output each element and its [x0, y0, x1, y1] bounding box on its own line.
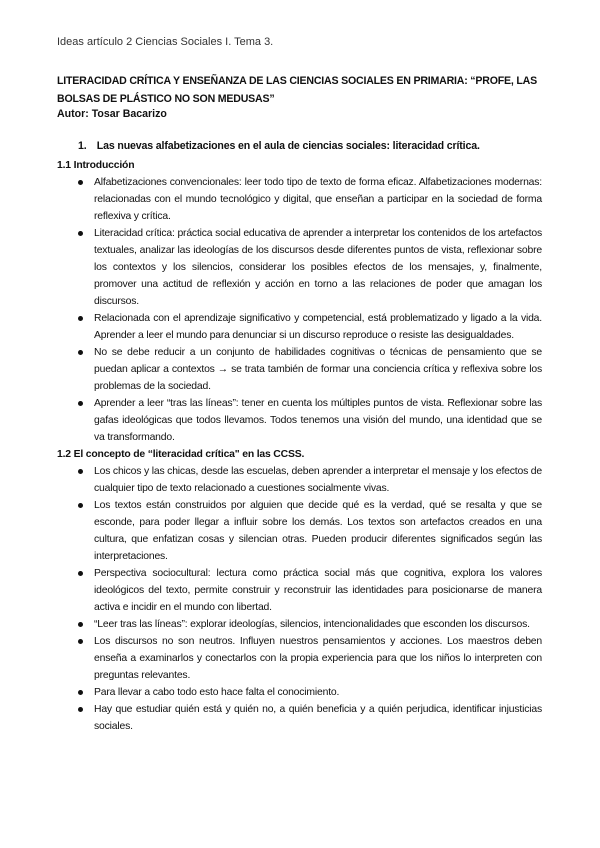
list-item	[57, 225, 542, 310]
list-item	[57, 701, 542, 735]
list-item-text: Relacionada con el aprendizaje significativo y competencial, está problematizado y ligado a la vida. Aprender a leer el mundo para denunciar si un discurso reproduce o resiste las desigualdades.	[94, 313, 542, 341]
bullet-list-1-1	[57, 174, 542, 446]
list-item-text: Los discursos no son neutros. Influyen nuestros pensamientos y acciones. Los maestros deben enseña a examinarlos y conectarlos con la propia experiencia para que los niños lo interpreten con preguntas relevantes.	[94, 636, 542, 681]
bullet-icon	[78, 571, 83, 576]
section-number: 1.	[78, 140, 87, 152]
list-item	[57, 395, 542, 446]
author: Autor: Tosar Bacarizo	[57, 108, 167, 120]
page-header: Ideas artículo 2 Ciencias Sociales I. Tema 3.	[57, 36, 274, 48]
list-item	[57, 174, 542, 225]
list-item	[57, 684, 542, 701]
section-heading	[78, 140, 480, 152]
list-item-text: Los chicos y las chicas, desde las escuelas, deben aprender a interpretar el mensaje y los efectos de cualquier tipo de texto relacionado a cuestiones socialmente vivas.	[94, 466, 542, 494]
list-item	[57, 633, 542, 684]
list-item-text: No se debe reducir a un conjunto de habilidades cognitivas o técnicas de pensamiento que se puedan aplicar a contextos → se trata también de formar una conciencia crítica y reflexiva sobre los problemas de la sociedad.	[94, 347, 542, 392]
list-item-text: “Leer tras las líneas”: explorar ideologías, silencios, intencionalidades que esconden los discursos.	[94, 619, 530, 630]
bullet-icon	[78, 639, 83, 644]
list-item	[57, 310, 542, 344]
subsection-heading-1-2: 1.2 El concepto de “literacidad crítica" en las CCSS.	[57, 449, 305, 460]
document-title: LITERACIDAD CRÍTICA Y ENSEÑANZA DE LAS CIENCIAS SOCIALES EN PRIMARIA: “PROFE, LAS BOLSAS DE PLÁSTICO NO SON MEDUSAS”	[57, 75, 537, 105]
list-item	[57, 616, 542, 633]
bullet-icon	[78, 231, 83, 236]
list-item-text: Para llevar a cabo todo esto hace falta el conocimiento.	[94, 687, 340, 698]
list-item-text: Literacidad crítica: práctica social educativa de aprender a interpretar los contenidos de los artefactos textuales, analizar las ideologías de los discursos desde diferentes puntos de vista, reflexionar sobre los contextos y los silencios, considerar los posibles efectos de los mensajes, y, finalmente, promover una actitud de reflexión y acción en torno a las relaciones de poder que amagan los discursos.	[94, 228, 542, 307]
list-item-text: Los textos están construidos por alguien que decide qué es la verdad, qué se resalta y que se esconde, para poder llegar a influir sobre los demás. Los textos son artefactos creados en una cultura, que enfatizan cosas y silencian otras. Pueden producir diferentes significados según las interpretaciones.	[94, 500, 542, 562]
list-item	[57, 565, 542, 616]
list-item-text: Hay que estudiar quién está y quién no, a quién beneficia y a quién perjudica, identificar injusticias sociales.	[94, 704, 542, 732]
list-item	[57, 344, 542, 395]
list-item	[57, 463, 542, 497]
list-item-text: Aprender a leer “tras las líneas”: tener en cuenta los múltiples puntos de vista. Reflexionar sobre las gafas ideológicas que todos llevamos. Todos tenemos una visión del mundo, una identidad que se va transformando.	[94, 398, 542, 443]
bullet-icon	[78, 707, 83, 712]
bullet-icon	[78, 316, 83, 321]
bullet-icon	[78, 180, 83, 185]
list-item-text: Perspectiva sociocultural: lectura como práctica social más que cognitiva, explora los valores ideológicos del texto, permite construir y reconstruir las identidades para posicionarse de manera activa e incidir en el mundo con libertad.	[94, 568, 542, 613]
bullet-icon	[78, 622, 83, 627]
subsection-heading-1-1: 1.1 Introducción	[57, 160, 135, 171]
bullet-icon	[78, 469, 83, 474]
list-item-text: Alfabetizaciones convencionales: leer todo tipo de texto de forma eficaz. Alfabetizaciones modernas: relacionadas con el mundo tecnológico y digital, que enseñan a participar en la sociedad de forma reflexiva y crítica.	[94, 177, 542, 222]
bullet-icon	[78, 350, 83, 355]
bullet-icon	[78, 401, 83, 406]
bullet-list-1-2	[57, 463, 542, 735]
list-item	[57, 497, 542, 565]
bullet-icon	[78, 690, 83, 695]
bullet-icon	[78, 503, 83, 508]
section-title: Las nuevas alfabetizaciones en el aula de ciencias sociales: literacidad crítica.	[96, 140, 480, 152]
document-body	[57, 157, 542, 735]
